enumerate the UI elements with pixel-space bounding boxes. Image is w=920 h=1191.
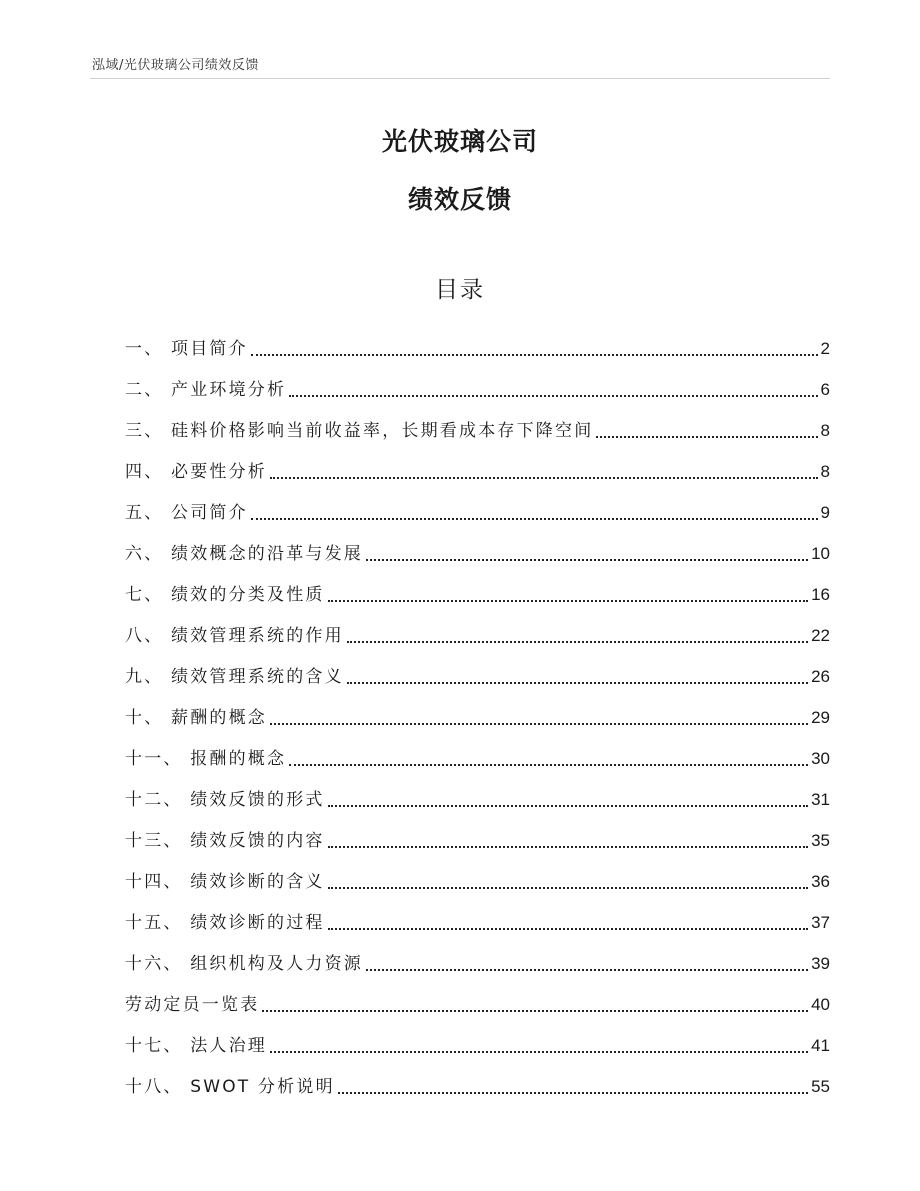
- toc-entry[interactable]: [125, 773, 830, 814]
- toc-entry-page: 10: [811, 544, 830, 563]
- toc-entry-label: 二、 产业环境分析: [125, 380, 287, 400]
- toc-entry-label: 十七、 法人治理: [125, 1036, 268, 1056]
- toc-entry-label: 十四、 绩效诊断的含义: [125, 872, 325, 892]
- header-divider: [90, 78, 830, 79]
- toc-entry-label: 十二、 绩效反馈的形式: [125, 790, 325, 810]
- toc-entry[interactable]: [125, 1019, 830, 1060]
- toc-entry-page: 41: [811, 1036, 830, 1055]
- toc-entry-label: 劳动定员一览表: [125, 995, 260, 1015]
- toc-entry-label: 九、 绩效管理系统的含义: [125, 667, 344, 687]
- toc-entry-label: 十八、 SWOT 分析说明: [125, 1077, 335, 1097]
- toc-entry-page: 37: [811, 913, 830, 932]
- toc-entry-label: 四、 必要性分析: [125, 462, 268, 482]
- toc-leader-dots: [366, 559, 808, 561]
- toc-entry-label: 七、 绩效的分类及性质: [125, 585, 325, 605]
- toc-leader-dots: [366, 969, 808, 971]
- toc-entry-label: 三、 硅料价格影响当前收益率，长期看成本存下降空间: [125, 421, 594, 441]
- toc-entry[interactable]: [125, 855, 830, 896]
- toc-entry-page: 8: [820, 421, 830, 440]
- toc-entry-page: 16: [811, 585, 830, 604]
- toc-entry-page: 40: [811, 995, 830, 1014]
- toc-entry[interactable]: [125, 568, 830, 609]
- toc-leader-dots: [270, 477, 818, 479]
- toc-entry-page: 29: [811, 708, 830, 727]
- toc-entry[interactable]: [125, 896, 830, 937]
- toc-leader-dots: [251, 354, 818, 356]
- toc-leader-dots: [262, 1010, 808, 1012]
- toc-entry-label: 十一、 报酬的概念: [125, 749, 287, 769]
- toc-leader-dots: [328, 846, 808, 848]
- toc-entry[interactable]: [125, 732, 830, 773]
- toc-entry[interactable]: [125, 691, 830, 732]
- toc-entry-page: 30: [811, 749, 830, 768]
- toc-entry[interactable]: [125, 404, 830, 445]
- toc-entry-page: 6: [820, 380, 830, 399]
- toc-entry-label: 八、 绩效管理系统的作用: [125, 626, 344, 646]
- toc-entry[interactable]: [125, 814, 830, 855]
- toc-entry-page: 26: [811, 667, 830, 686]
- toc-entry[interactable]: [125, 486, 830, 527]
- toc-entry-page: 36: [811, 872, 830, 891]
- toc-leader-dots: [328, 600, 808, 602]
- toc-entry-page: 31: [811, 790, 830, 809]
- toc-entry-label: 十三、 绩效反馈的内容: [125, 831, 325, 851]
- toc-entry-label: 十五、 绩效诊断的过程: [125, 913, 325, 933]
- table-of-contents: [125, 322, 830, 1101]
- document-subtitle: 绩效反馈: [407, 185, 512, 214]
- toc-entry-page: 8: [820, 462, 830, 481]
- toc-entry-label: 十、 薪酬的概念: [125, 708, 268, 728]
- toc-entry-page: 55: [811, 1077, 830, 1096]
- toc-entry-label: 十六、 组织机构及人力资源: [125, 954, 364, 974]
- toc-leader-dots: [596, 436, 817, 438]
- toc-leader-dots: [347, 641, 808, 643]
- toc-entry-label: 六、 绩效概念的沿革与发展: [125, 544, 364, 564]
- toc-leader-dots: [251, 518, 818, 520]
- toc-leader-dots: [328, 887, 808, 889]
- toc-entry[interactable]: [125, 322, 830, 363]
- toc-entry[interactable]: [125, 445, 830, 486]
- toc-entry[interactable]: [125, 1060, 830, 1101]
- toc-entry[interactable]: [125, 978, 830, 1019]
- toc-entry-page: 2: [820, 339, 830, 358]
- toc-leader-dots: [270, 1051, 808, 1053]
- toc-heading: 目录: [435, 277, 485, 303]
- toc-leader-dots: [328, 928, 808, 930]
- toc-entry[interactable]: [125, 650, 830, 691]
- toc-entry-page: 39: [811, 954, 830, 973]
- toc-entry[interactable]: [125, 363, 830, 404]
- toc-entry-label: 五、 公司简介: [125, 503, 248, 523]
- toc-entry-label: 一、 项目简介: [125, 339, 248, 359]
- toc-entry-page: 35: [811, 831, 830, 850]
- toc-entry[interactable]: [125, 937, 830, 978]
- toc-entry[interactable]: [125, 609, 830, 650]
- document-title: 光伏玻璃公司: [381, 127, 538, 156]
- toc-leader-dots: [347, 682, 808, 684]
- toc-entry[interactable]: [125, 527, 830, 568]
- running-header: 泓域/光伏玻璃公司绩效反馈: [92, 58, 259, 73]
- toc-leader-dots: [289, 395, 817, 397]
- toc-leader-dots: [338, 1092, 808, 1094]
- toc-leader-dots: [270, 723, 808, 725]
- toc-leader-dots: [328, 805, 808, 807]
- toc-entry-page: 22: [811, 626, 830, 645]
- toc-entry-page: 9: [820, 503, 830, 522]
- toc-leader-dots: [289, 764, 808, 766]
